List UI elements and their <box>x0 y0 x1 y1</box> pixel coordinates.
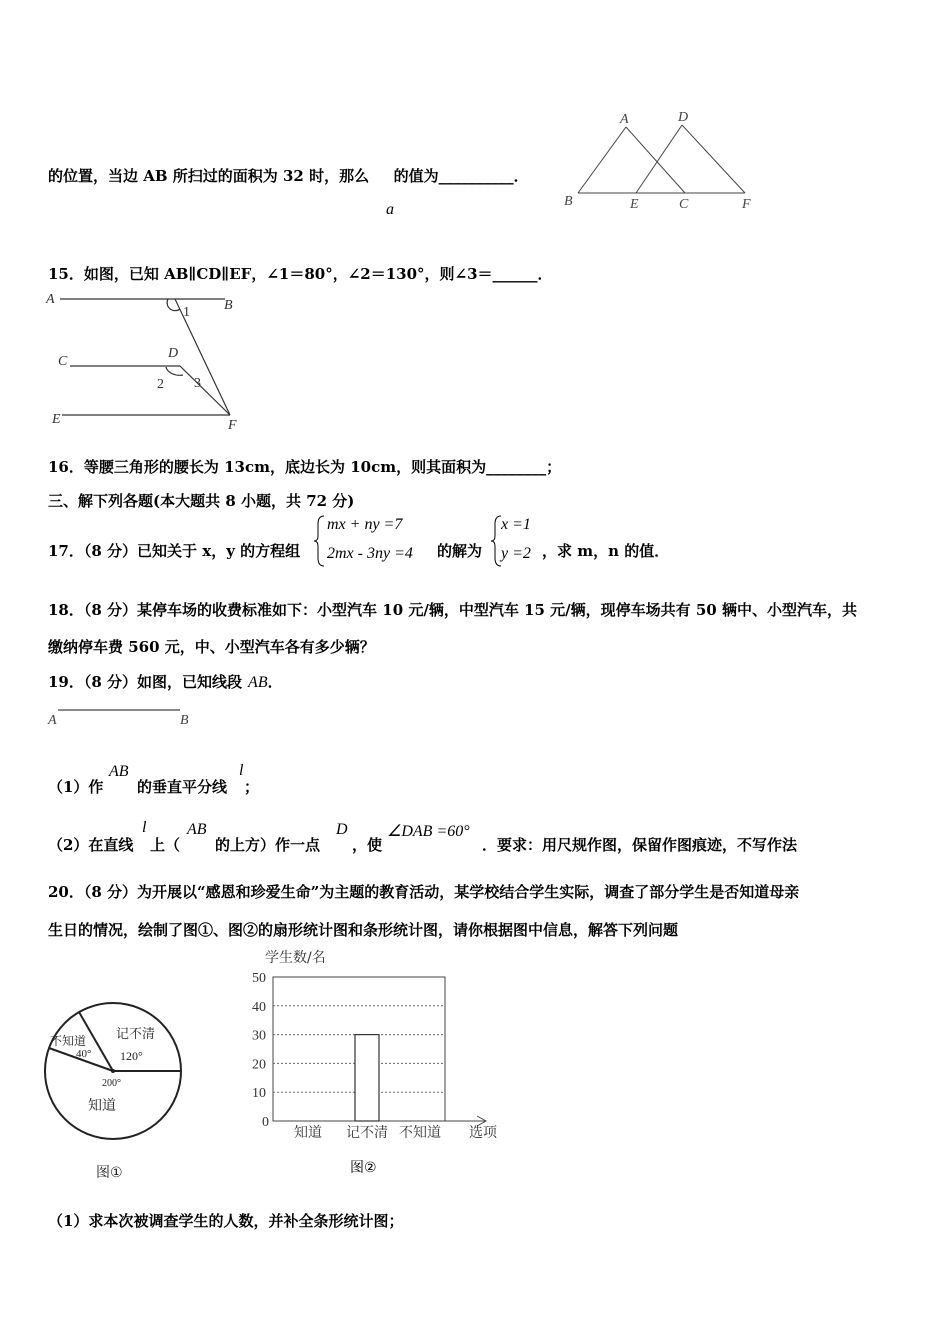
q14-triangle-figure <box>560 105 760 215</box>
q19-p1-text3: ； <box>244 778 260 796</box>
q15-angle2-label: 2 <box>157 377 164 392</box>
q14-side-AC <box>626 127 685 193</box>
q14-var-a: a <box>386 201 394 218</box>
q19-p1-l: l <box>239 762 244 779</box>
q19-p1-text2: 的垂直平分线 <box>137 778 228 796</box>
q19-p2-angle: ∠DAB =60° <box>387 823 470 840</box>
q15-text: 15．如图，已知 AB∥CD∥EF，∠1＝80°，∠2＝130°，则∠3＝______． <box>48 265 553 283</box>
bar-caption: 图② <box>350 1160 377 1176</box>
q14-label-A: A <box>620 112 629 127</box>
q17-sol1: x =1 <box>501 516 531 533</box>
x-tick-label-2: 不知道 <box>399 1125 441 1141</box>
q15-angle1-label: 1 <box>183 305 190 320</box>
q14-line <box>48 165 529 186</box>
q17-eq2: 2mx - 3ny =4 <box>327 545 413 562</box>
pie-angle-unknown: 40° <box>76 1048 92 1060</box>
q15-label-E: E <box>52 412 61 427</box>
q14-text2: 的值为__________． <box>393 167 529 185</box>
q19-prefix: 19．（8 分）如图，已知线段 <box>48 673 243 691</box>
q17-prefix: 17．（8 分）已知关于 x，y 的方程组 <box>48 542 301 560</box>
q17-suffix: ，求 m，n 的值． <box>542 542 670 560</box>
y-axis-label: 学生数/名 <box>265 950 326 966</box>
q20-bar-chart <box>240 940 520 1180</box>
q15-label-A: A <box>46 292 55 307</box>
x-axis-label: 选项 <box>469 1125 497 1141</box>
q19-p2-text2: 上（ <box>150 836 181 854</box>
q19-line <box>48 671 283 692</box>
q15-angle2-arc <box>166 367 183 375</box>
q19-p2-text5: ．要求：用尺规作图，保留作图痕迹，不写作法 <box>482 836 798 854</box>
q19-p2-text1: （2）在直线 <box>48 836 134 854</box>
q20-line2: 生日的情况，绘制了图①、图②的扇形统计图和条形统计图，请你根据图中信息，解答下列问题 <box>48 921 679 939</box>
q14-text: 的位置，当边 AB 所扫过的面积为 32 时，那么 <box>48 167 370 185</box>
y-tick-label-40: 40 <box>252 999 266 1015</box>
q19-p1-ab: AB <box>109 763 129 780</box>
q15-label-C: C <box>58 354 68 369</box>
pie-angle-know: 200° <box>102 1078 121 1089</box>
q20-line1: 20．（8 分）为开展以“感恩和珍爱生命”为主题的教育活动，某学校结合学生实际，调查了部分学生是否知道母亲 <box>48 883 800 901</box>
y-tick-label-0: 0 <box>262 1115 269 1130</box>
x-tick-label-1: 记不清 <box>346 1125 388 1141</box>
section3-heading: 三、解下列各题(本大题共 8 小题，共 72 分) <box>48 492 355 510</box>
q19-segment-figure <box>44 700 204 730</box>
q15-label-D: D <box>168 346 179 361</box>
q19-p2-ab: AB <box>187 821 207 838</box>
q14-label-F: F <box>742 197 751 212</box>
q19-p2-l: l <box>142 819 147 836</box>
q17-mid: 的解为 <box>437 542 483 560</box>
q17-brace-left <box>312 514 328 568</box>
q20-pie-chart <box>38 1000 198 1190</box>
pie-angle-unsure: 120° <box>120 1049 143 1063</box>
q15-parallel-lines-figure <box>40 285 250 435</box>
q14-label-B: B <box>564 194 573 209</box>
q15-angle3-label: 3 <box>194 376 201 391</box>
y-tick-label-20: 20 <box>252 1057 266 1073</box>
q14-side-ED <box>636 125 682 193</box>
q19-label-A: A <box>48 713 57 728</box>
q16-text: 16．等腰三角形的腰长为 13cm，底边长为 10cm，则其面积为________； <box>48 458 562 476</box>
q14-label-C: C <box>679 197 689 212</box>
q19-p2-text3: 的上方）作一点 <box>215 836 321 854</box>
bar-1 <box>355 1035 379 1121</box>
pie-caption: 图① <box>96 1165 123 1181</box>
q18-line2: 缴纳停车费 560 元，中、小型汽车各有多少辆？ <box>48 638 375 656</box>
q17-eq1: mx + ny =7 <box>327 516 403 533</box>
q14-side-BA <box>578 127 626 193</box>
q14-label-E: E <box>630 197 639 212</box>
q19-label-B: B <box>180 713 189 728</box>
pie-label-know: 知道 <box>88 1098 116 1114</box>
pie-center <box>111 1069 115 1073</box>
q19-seg: AB <box>248 674 268 691</box>
q15-label-F: F <box>228 418 237 433</box>
q18-line1: 18．（8 分）某停车场的收费标准如下：小型汽车 10 元/辆，中型汽车 15 元/辆，现停车场共有 50 辆中、小型汽车，共 <box>48 601 857 619</box>
y-tick-label-30: 30 <box>252 1028 266 1044</box>
q14-label-D: D <box>678 110 689 125</box>
q19-p2-text4: ，使 <box>352 836 383 854</box>
q15-label-B: B <box>224 298 233 313</box>
q19-p2-d: D <box>336 821 348 838</box>
q17-sol2: y =2 <box>501 545 531 562</box>
pie-label-unknown: 不知道 <box>50 1034 87 1048</box>
q15-line-DF <box>180 366 230 415</box>
y-tick-label-50: 50 <box>252 971 266 986</box>
pie-label-unsure: 记不清 <box>116 1027 156 1042</box>
y-tick-label-10: 10 <box>252 1086 266 1102</box>
q19-p1-text1: （1）作 <box>48 778 104 796</box>
q20-sub1: （1）求本次被调查学生的人数，并补全条形统计图； <box>48 1212 404 1230</box>
q14-side-DF <box>682 125 745 193</box>
x-tick-label-0: 知道 <box>294 1125 322 1141</box>
q19-suffix: ． <box>267 673 283 691</box>
